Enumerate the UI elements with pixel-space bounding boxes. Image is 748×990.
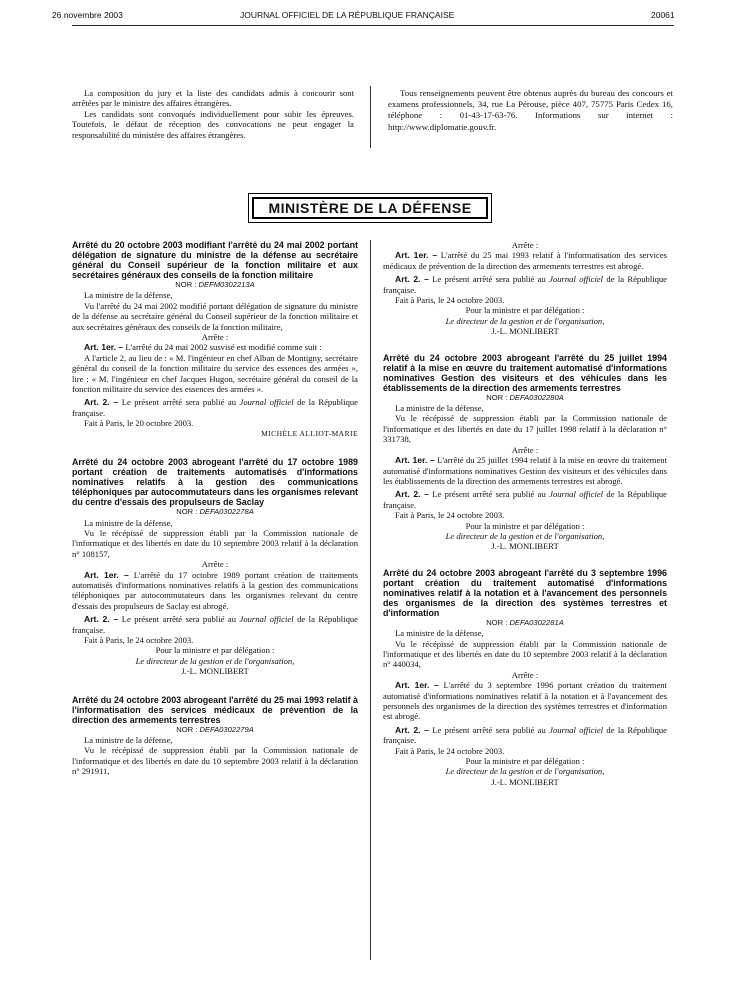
fait-line: Fait à Paris, le 24 octobre 2003.: [395, 295, 505, 306]
signature-line: Le directeur de la gestion et de l'organisation,: [445, 315, 605, 326]
nor-reference: [72, 507, 358, 517]
article-1: Art. 1er. – L'arrêté du 3 septembre 1996 portant création du traitement automatisé d'informations nominatives relatif à la notation et à l'avancement des personnels des organismes de la direction des systèmes terrestres et d'information est abrogé.: [383, 680, 667, 722]
header-page-number: 20061: [651, 10, 675, 20]
signature-line: Le directeur de la gestion et de l'organisation,: [135, 655, 295, 666]
article-label: Art. 2. –: [395, 489, 429, 500]
article-label: Art. 1er. –: [395, 250, 438, 261]
signature-line: Pour la ministre et par délégation :: [465, 756, 585, 767]
article-label: Art. 1er. –: [84, 569, 129, 580]
nor-label: NOR :: [175, 280, 197, 289]
article-2: Art. 2. – Le présent arrêté sera publié au Journal officiel de la République française.: [383, 489, 667, 510]
signature-line: Pour la ministre et par délégation :: [465, 520, 585, 531]
paragraph: Vu le récépissé de suppression établi par la Commission nationale de l'informatique et des libertés en date du 17 juillet 1998 relatif à la déclaration n° 331738,: [383, 413, 667, 445]
nor-reference: [72, 725, 358, 735]
arrete-heading: Arrête :: [511, 240, 539, 250]
nor-code: DEFA0302279A: [199, 724, 254, 734]
column-divider: [370, 240, 371, 960]
ministry-heading: MINISTÈRE DE LA DÉFENSE: [252, 197, 488, 219]
running-header: [0, 10, 748, 24]
paragraph: Vu le récépissé de suppression établi par la Commission nationale de l'informatique et des libertés en date du 10 septembre 2003 relatif à la déclaration n° 440034,: [383, 638, 667, 670]
decree-abrogeant-25-mai-1993-continued: [383, 240, 667, 337]
article-1: Art. 1er. – L'arrêté du 17 octobre 1989 portant création de traitements automatisés d'informations nominatives relatifs à la gestion des communications téléphoniques par autocommutateurs dans les organismes relevant du centre d'essais des propulseurs de Saclay est abrogé.: [72, 569, 358, 611]
nor-label: NOR :: [176, 724, 198, 734]
header-rule: [72, 25, 674, 26]
top-left-column: [72, 88, 354, 140]
column-divider: [370, 86, 371, 148]
paragraph: La ministre de la défense,: [84, 735, 173, 745]
article-1: Art. 1er. – L'arrêté du 24 mai 2002 susvisé est modifié comme suit :: [84, 342, 322, 353]
decree-abrogeant-3-septembre-1996: [383, 568, 667, 788]
signature-line: Pour la ministre et par délégation :: [465, 305, 585, 316]
paragraph: Vu le récépissé de suppression établi par la Commission nationale de l'informatique et des libertés en date du 10 septembre 2003 relatif à la déclaration n° 291911,: [72, 745, 358, 777]
nor-reference: [383, 393, 667, 403]
article-2: Art. 2. – Le présent arrêté sera publié au Journal officiel de la République française.: [383, 274, 667, 295]
paragraph: Vu le récépissé de suppression établi par la Commission nationale de l'informatique et des libertés en date du 10 septembre 2003 relatif à la déclaration n° 108157,: [72, 527, 358, 559]
header-date: 26 novembre 2003: [52, 10, 123, 20]
article-label: Art. 1er. –: [395, 680, 439, 691]
nor-code: DEFA0302280A: [509, 392, 564, 402]
nor-code: DEFM0302213A: [198, 280, 255, 289]
decree-title: Arrêté du 20 octobre 2003 modifiant l'arrêté du 24 mai 2002 portant délégation de signature du ministre de la défense au secrétaire général du Conseil supérieur de la fonction militaire et aux secrétaires généraux des conseils de la fonction militaire: [72, 240, 358, 280]
paragraph: Vu l'arrêté du 24 mai 2002 modifié portant délégation de signature du ministre de la défense au secrétaire général du Conseil supérieur de la fonction militaire et aux secrétaires généraux des conseils de la fonction militaire,: [72, 300, 358, 332]
signature-name: J.-L. MONLIBERT: [491, 776, 559, 787]
article-2: Art. 2. – Le présent arrêté sera publié au Journal officiel de la République française.: [72, 397, 358, 418]
paragraph: Tous renseignements peuvent être obtenus auprès du bureau des concours et examens professionnels, 34, rue La Pérouse, pièce 407, 75775 Paris Cedex 16, téléphone : 01-43-17-63-76. Informations sur internet : http://www.diplomatie.gouv.fr.: [388, 88, 673, 132]
article-label: Art. 1er. –: [84, 342, 124, 353]
decree-title: Arrêté du 24 octobre 2003 abrogeant l'arrêté du 25 mai 1993 relatif à l'informatisation des services médicaux de prévention de la direction des armements terrestres: [72, 694, 358, 725]
signature-line: Le directeur de la gestion et de l'organisation,: [445, 530, 605, 541]
paragraph: La ministre de la défense,: [84, 517, 173, 528]
signature-line: Pour la ministre et par délégation :: [155, 645, 275, 656]
top-right-column: [388, 88, 673, 133]
nor-code: DEFA0302278A: [199, 507, 254, 517]
left-column: [72, 240, 358, 777]
right-column: [383, 240, 667, 787]
decree-20-octobre-2003: [72, 240, 358, 439]
paragraph: A l'article 2, au lieu de : « M. l'ingénieur en chef Alban de Montigny, secrétaire général du conseil de la fonction militaire du service des essences des armées », lire : « M. l'ingénieur en chef Jacques Hugon, secrétaire général du conseil de la fonction militaire du service des essences des armées ».: [72, 352, 358, 395]
arrete-heading: Arrête :: [511, 444, 539, 455]
arrete-heading: Arrête :: [511, 669, 539, 680]
arrete-heading: Arrête :: [201, 559, 229, 570]
article-label: Art. 1er. –: [395, 455, 435, 466]
nor-label: NOR :: [176, 507, 198, 517]
fait-line: Fait à Paris, le 24 octobre 2003.: [395, 510, 505, 521]
signature-name: J.-L. MONLIBERT: [181, 666, 249, 677]
nor-code: DEFA0302281A: [509, 617, 564, 627]
decree-abrogeant-25-juillet-1994: [383, 353, 667, 552]
article-label: Art. 2. –: [395, 724, 429, 735]
article-2: Art. 2. – Le présent arrêté sera publié au Journal officiel de la République française.: [72, 614, 358, 635]
decree-abrogeant-17-octobre-1989: [72, 457, 358, 677]
article-label: Art. 2. –: [395, 274, 429, 285]
header-journal-title: JOURNAL OFFICIEL DE LA RÉPUBLIQUE FRANÇAISE: [240, 10, 455, 20]
nor-label: NOR :: [486, 392, 508, 402]
signature-name: J.-L. MONLIBERT: [491, 541, 559, 552]
fait-line: Fait à Paris, le 24 octobre 2003.: [84, 634, 194, 645]
article-2: Art. 2. – Le présent arrêté sera publié au Journal officiel de la République française.: [383, 724, 667, 746]
fait-line: Fait à Paris, le 20 octobre 2003.: [84, 418, 194, 429]
paragraph: La ministre de la défense,: [395, 403, 484, 414]
paragraph: La ministre de la défense,: [395, 628, 484, 639]
paragraph: Les candidats sont convoqués individuellement pour subir les épreuves. Toutefois, le défaut de réception des convocations ne peut engager la responsabilité du ministère des affaires étrangères.: [72, 108, 354, 140]
nor-reference: [72, 280, 358, 290]
arrete-heading: Arrête :: [201, 332, 229, 343]
fait-line: Fait à Paris, le 24 octobre 2003.: [395, 745, 505, 756]
article-1: Art. 1er. – L'arrêté du 25 mai 1993 relatif à l'informatisation des services médicaux de prévention de la direction des armements terrestres est abrogé.: [383, 250, 667, 271]
decree-title: Arrêté du 24 octobre 2003 abrogeant l'arrêté du 25 juillet 1994 relatif à la mise en œuvre du traitement automatisé d'informations nominatives Gestion des visiteurs et des véhicules dans les établissements de la direction des armements terrestres: [383, 352, 667, 393]
nor-label: NOR :: [486, 617, 508, 627]
signature: MICHÈLE ALLIOT-MARIE: [261, 428, 358, 438]
decree-title: Arrêté du 24 octobre 2003 abrogeant l'arrêté du 3 septembre 1996 portant création du traitement automatisé d'informations nominatives relatif à la notation et à l'avancement des personnels des organismes de la direction des systèmes terrestres et d'information: [383, 567, 667, 618]
decree-abrogeant-25-mai-1993: [72, 695, 358, 777]
paragraph: La ministre de la défense,: [84, 290, 173, 301]
article-label: Art. 2. –: [84, 614, 119, 625]
paragraph: La composition du jury et la liste des candidats admis à concourir sont arrêtées par le ministre des affaires étrangères.: [72, 88, 354, 109]
decree-title: Arrêté du 24 octobre 2003 abrogeant l'arrêté du 17 octobre 1989 portant création de traitements automatisés d'informations nominatives relatifs à la gestion des communications téléphoniques par autocommutateurs dans les organismes relevant du centre d'essais des propulseurs de Saclay: [72, 457, 358, 508]
article-1: Art. 1er. – L'arrêté du 25 juillet 1994 relatif à la mise en œuvre du traitement automatisé d'informations nominatives Gestion des visiteurs et des véhicules dans les établissements de la direction des armements terrestres est abrogé.: [383, 455, 667, 486]
article-label: Art. 2. –: [84, 397, 119, 408]
signature-line: Le directeur de la gestion et de l'organisation,: [445, 766, 605, 777]
nor-reference: [383, 618, 667, 628]
signature-name: J.-L. MONLIBERT: [491, 326, 559, 337]
ministry-heading-box: [248, 193, 492, 223]
